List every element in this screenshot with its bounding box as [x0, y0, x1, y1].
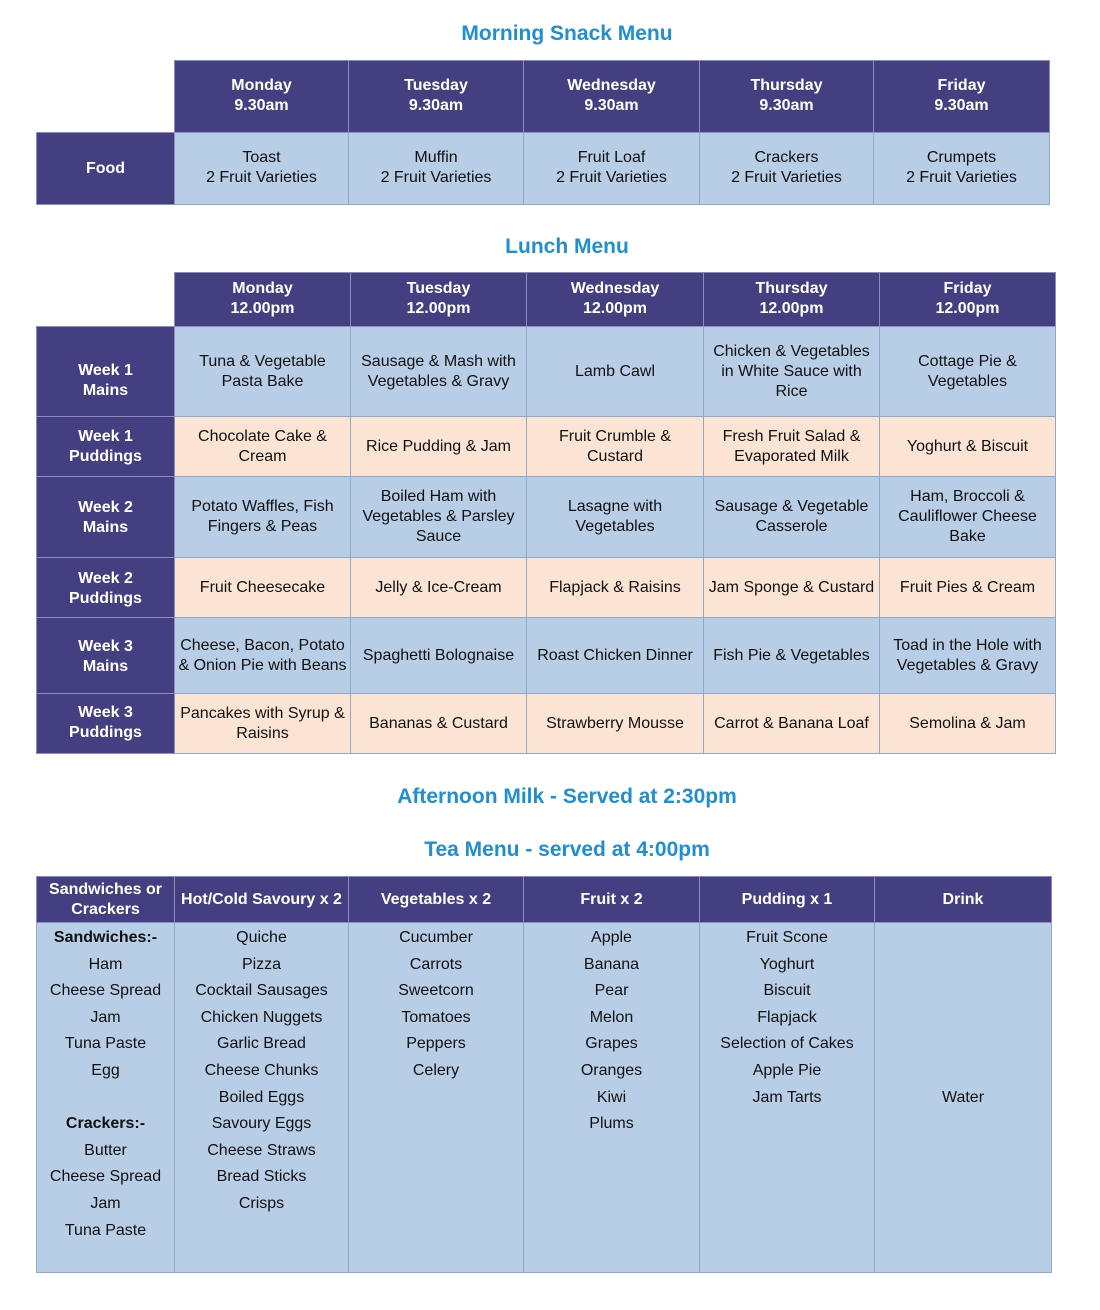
milk-title: Afternoon Milk - Served at 2:30pm [397, 785, 737, 808]
tea-vegetables-list [349, 923, 524, 1273]
snack-day-friday: Friday 9.30am [874, 61, 1050, 133]
snack-corner [37, 61, 175, 133]
list-item: Cheese Spread [49, 1168, 162, 1186]
lunch-cell: Cottage Pie & Vegetables [880, 327, 1056, 417]
lunch-day-wednesday: Wednesday 12.00pm [527, 273, 704, 327]
list-item: Peppers [406, 1035, 466, 1053]
tea-header-pudding: Pudding x 1 [700, 877, 875, 923]
snack-cell: Fruit Loaf 2 Fruit Varieties [524, 133, 700, 205]
lunch-cell: Tuna & Vegetable Pasta Bake [175, 327, 351, 417]
list-item: Cheese Straws [207, 1141, 316, 1159]
lunch-row-header: Week 3 Mains [37, 618, 175, 694]
list-item: Oranges [580, 1061, 643, 1079]
list-item: Carrots [409, 955, 463, 973]
snack-cell: Crackers 2 Fruit Varieties [700, 133, 874, 205]
tea-table [36, 876, 1052, 1273]
lunch-cell: Sausage & Vegetable Casserole [704, 477, 880, 558]
tea-header-vegetables: Vegetables x 2 [349, 877, 524, 923]
list-item: Melon [589, 1008, 634, 1026]
snack-table [36, 60, 1050, 205]
lunch-cell: Fruit Cheesecake [175, 558, 351, 618]
lunch-cell: Flapjack & Raisins [527, 558, 704, 618]
lunch-row-header: Week 2 Mains [37, 477, 175, 558]
snack-cell: Muffin 2 Fruit Varieties [349, 133, 524, 205]
lunch-cell: Sausage & Mash with Vegetables & Gravy [351, 327, 527, 417]
list-item: Ham [88, 955, 123, 973]
lunch-cell: Lamb Cawl [527, 327, 704, 417]
snack-day-tuesday: Tuesday 9.30am [349, 61, 524, 133]
tea-pudding-list [700, 923, 875, 1273]
tea-header-savoury: Hot/Cold Savoury x 2 [175, 877, 349, 923]
list-item: Cucumber [399, 929, 473, 946]
list-item: Quiche [236, 929, 287, 946]
list-item: Tomatoes [401, 1008, 471, 1026]
list-item: Jam [90, 1194, 121, 1212]
list-item: Savoury Eggs [211, 1115, 312, 1133]
lunch-cell: Chicken & Vegetables in White Sauce with Rice [704, 327, 880, 417]
tea-title: Tea Menu - served at 4:00pm [424, 838, 710, 861]
list-item: Tuna Paste [64, 1221, 147, 1239]
tea-drink-cell: Water [875, 923, 1052, 1273]
list-item: Boiled Eggs [218, 1088, 305, 1106]
lunch-cell: Bananas & Custard [351, 694, 527, 754]
list-item: Tuna Paste [64, 1035, 147, 1053]
lunch-cell: Fruit Pies & Cream [880, 558, 1056, 618]
list-item: Apple Pie [752, 1061, 822, 1079]
tea-sandwiches-list [37, 923, 175, 1273]
lunch-cell: Chocolate Cake & Cream [175, 417, 351, 477]
list-item: Fruit Scone [746, 929, 828, 946]
lunch-cell: Strawberry Mousse [527, 694, 704, 754]
snack-day-monday: Monday 9.30am [175, 61, 349, 133]
lunch-cell: Carrot & Banana Loaf [704, 694, 880, 754]
lunch-cell: Ham, Broccoli & Cauliflower Cheese Bake [880, 477, 1056, 558]
tea-savoury-list [175, 923, 349, 1273]
lunch-cell: Fruit Crumble & Custard [527, 417, 704, 477]
lunch-cell: Lasagne with Vegetables [527, 477, 704, 558]
snack-day-thursday: Thursday 9.30am [700, 61, 874, 133]
tea-fruit-list [524, 923, 700, 1273]
lunch-row-header: Week 3 Puddings [37, 694, 175, 754]
lunch-cell: Roast Chicken Dinner [527, 618, 704, 694]
list-item: Chicken Nuggets [200, 1008, 323, 1026]
lunch-cell: Jam Sponge & Custard [704, 558, 880, 618]
lunch-row-header: Week 1 Mains [37, 327, 175, 417]
list-item: Pizza [241, 955, 282, 973]
tea-header-sandwiches: Sandwiches or Crackers [37, 877, 175, 923]
snack-title: Morning Snack Menu [461, 22, 673, 45]
lunch-cell: Fish Pie & Vegetables [704, 618, 880, 694]
list-item: Banana [583, 955, 640, 973]
list-item: Garlic Bread [217, 1035, 306, 1053]
snack-row-label: Food [37, 133, 175, 205]
lunch-table [36, 272, 1056, 754]
lunch-day-friday: Friday 12.00pm [880, 273, 1056, 327]
list-item: Grapes [585, 1035, 638, 1053]
list-item: Apple [591, 929, 632, 946]
list-item: Flapjack [757, 1008, 817, 1026]
list-item: Sweetcorn [398, 982, 474, 1000]
lunch-cell: Semolina & Jam [880, 694, 1056, 754]
lunch-cell: Cheese, Bacon, Potato & Onion Pie with Beans [175, 618, 351, 694]
list-item: Cheese Spread [49, 982, 162, 1000]
lunch-title: Lunch Menu [505, 235, 629, 258]
lunch-cell: Potato Waffles, Fish Fingers & Peas [175, 477, 351, 558]
list-item: Biscuit [763, 982, 811, 1000]
lunch-corner [37, 273, 175, 327]
lunch-cell: Fresh Fruit Salad & Evaporated Milk [704, 417, 880, 477]
lunch-row-header: Week 1 Puddings [37, 417, 175, 477]
list-item: Butter [84, 1141, 127, 1159]
lunch-cell: Boiled Ham with Vegetables & Parsley Sauce [351, 477, 527, 558]
tea-header-drink: Drink [875, 877, 1052, 923]
snack-cell: Toast 2 Fruit Varieties [175, 133, 349, 205]
lunch-day-monday: Monday 12.00pm [175, 273, 351, 327]
list-item: Plums [589, 1115, 634, 1133]
lunch-cell: Yoghurt & Biscuit [880, 417, 1056, 477]
lunch-cell: Toad in the Hole with Vegetables & Gravy [880, 618, 1056, 694]
list-item: Cocktail Sausages [195, 982, 328, 1000]
lunch-cell: Pancakes with Syrup & Raisins [175, 694, 351, 754]
crackers-heading: Crackers:- [65, 1115, 146, 1133]
lunch-day-tuesday: Tuesday 12.00pm [351, 273, 527, 327]
lunch-row-header: Week 2 Puddings [37, 558, 175, 618]
list-item: Pear [594, 982, 629, 1000]
lunch-cell: Spaghetti Bolognaise [351, 618, 527, 694]
list-item: Egg [91, 1061, 120, 1079]
list-item: Bread Sticks [216, 1168, 307, 1186]
list-item: Crisps [238, 1194, 285, 1212]
sandwiches-heading: Sandwiches:- [53, 929, 158, 946]
list-item: Yoghurt [759, 955, 815, 973]
list-item: Kiwi [596, 1088, 627, 1106]
lunch-day-thursday: Thursday 12.00pm [704, 273, 880, 327]
lunch-cell: Rice Pudding & Jam [351, 417, 527, 477]
snack-day-wednesday: Wednesday 9.30am [524, 61, 700, 133]
list-item: Jam Tarts [752, 1088, 822, 1106]
list-item: Selection of Cakes [720, 1035, 854, 1053]
list-item: Cheese Chunks [204, 1061, 319, 1079]
lunch-cell: Jelly & Ice-Cream [351, 558, 527, 618]
tea-header-fruit: Fruit x 2 [524, 877, 700, 923]
list-item: Jam [90, 1008, 121, 1026]
list-item: Celery [412, 1061, 460, 1079]
snack-cell: Crumpets 2 Fruit Varieties [874, 133, 1050, 205]
